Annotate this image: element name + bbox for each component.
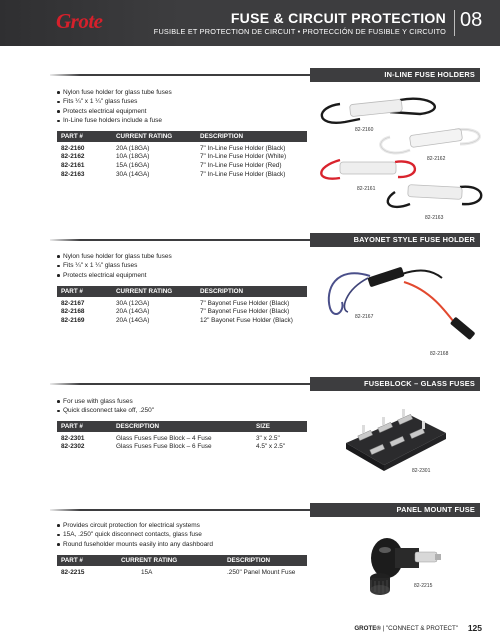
image-label: 82-2215 [414,583,433,589]
part-number: 82-2302 [61,443,85,451]
section-title: BAYONET STYLE FUSE HOLDER [310,233,480,247]
section-bar-panel-mount [50,505,480,515]
column-header: PART # [57,421,112,432]
column-header: PART # [57,131,112,142]
feature-list [57,88,172,126]
table-row [57,443,307,452]
feature-item: For use with glass fuses [57,397,154,406]
rule-fade [50,235,80,245]
table-header [57,286,307,297]
page-footer [0,623,500,635]
part-number: 82-2161 [61,161,85,169]
table-row [57,297,307,308]
table-header [57,131,307,142]
feature-item: 15A, .250" quick disconnect contacts, glass fuse [57,530,213,539]
page-header [0,0,500,46]
footer-brand: GROTE® [354,625,381,632]
image-label: 82-2168 [430,351,449,357]
image-label: 82-2162 [427,156,446,162]
table-row [57,153,307,162]
feature-item: Fits ¼" x 1 ¼" glass fuses [57,97,172,106]
description: 7" Bayonet Fuse Holder (Black) [200,299,290,307]
column-header: CURRENT RATING [112,286,196,297]
current-rating: 20A (14GA) [116,308,150,316]
description: 12" Bayonet Fuse Holder (Black) [200,316,293,324]
section-title: FUSEBLOCK – GLASS FUSES [310,377,480,391]
current-rating: 30A (14GA) [116,170,150,178]
page-number: 125 [467,623,482,633]
spec-table [57,286,307,325]
feature-item: Nylon fuse holder for glass tube fuses [57,88,172,97]
panel-mount-fuse-photo [355,520,455,600]
part-number: 82-2162 [61,153,85,161]
column-header: DESCRIPTION [223,555,307,566]
bayonet-fuse-holder-photo [320,250,480,360]
section-title: PANEL MOUNT FUSE [310,503,480,517]
part-number: 82-2301 [61,434,85,442]
column-header: SIZE [252,421,307,432]
current-rating: 20A (14GA) [116,316,150,324]
fuseblock-photo [340,395,450,475]
description: 7" In-Line Fuse Holder (Black) [200,170,286,178]
brand-logo: Grote [56,9,103,33]
description: 7" In-Line Fuse Holder (White) [200,153,287,161]
rule-fade [50,379,80,389]
table-row [57,142,307,153]
section-bar-fuseblock [50,379,480,389]
feature-item: Protects electrical equipment [57,271,172,280]
size: 3" x 2.5" [256,434,280,442]
feature-list [57,252,172,280]
table-header [57,421,307,432]
section-bar-bayonet [50,235,480,245]
part-number: 82-2169 [61,316,85,324]
part-number: 82-2163 [61,170,85,178]
spec-table [57,131,307,178]
column-header: DESCRIPTION [196,131,307,142]
inline-fuse-holder-photo [310,82,490,222]
spec-table [57,555,307,577]
spec-table [57,421,307,451]
part-number: 82-2167 [61,299,85,307]
description: 7" In-Line Fuse Holder (Red) [200,161,282,169]
column-header: PART # [57,555,117,566]
column-header: DESCRIPTION [112,421,252,432]
table-row [57,432,307,443]
table-row [57,170,307,179]
current-rating: 10A (18GA) [116,153,150,161]
feature-list [57,397,154,416]
footer-tagline: | "CONNECT & PROTECT" [382,625,458,632]
header-divider [454,10,455,36]
table-row [57,316,307,325]
section-number: 08 [460,9,483,31]
description: Glass Fuses Fuse Block – 6 Fuse [116,443,212,451]
footer-brand-line [354,625,458,632]
column-header: PART # [57,286,112,297]
image-label: 82-2301 [412,468,431,474]
page-subtitle: FUSIBLE ET PROTECTION DE CIRCUIT • PROTECCIÓN DE FUSIBLE Y CIRCUITO [153,27,446,36]
size: 4.5" x 2.5" [256,443,286,451]
description: 7" In-Line Fuse Holder (Black) [200,144,286,152]
part-number: 82-2168 [61,308,85,316]
part-number: 82-2160 [61,144,85,152]
image-label: 82-2160 [355,127,374,133]
feature-item: Protects electrical equipment [57,107,172,116]
current-rating: 15A (16GA) [116,161,150,169]
column-header: DESCRIPTION [196,286,307,297]
description: .250" Panel Mount Fuse [227,568,296,576]
table-row [57,566,307,577]
feature-item: Quick disconnect take off, .250" [57,406,154,415]
table-header [57,555,307,566]
table-row [57,161,307,170]
feature-item: Round fuseholder mounts easily into any dashboard [57,540,213,549]
image-label: 82-2167 [355,314,374,320]
current-rating: 15A [141,568,153,576]
feature-item: Nylon fuse holder for glass tube fuses [57,252,172,261]
current-rating: 30A (12GA) [116,299,150,307]
part-number: 82-2215 [61,568,85,576]
rule-fade [50,505,80,515]
rule-fade [50,70,80,80]
column-header: CURRENT RATING [117,555,223,566]
feature-item: In-Line fuse holders include a fuse [57,116,172,125]
table-row [57,308,307,317]
description: 7" Bayonet Fuse Holder (Black) [200,308,290,316]
page-title: FUSE & CIRCUIT PROTECTION [230,10,446,26]
description: Glass Fuses Fuse Block – 4 Fuse [116,434,212,442]
section-bar-inline [50,70,480,80]
image-label: 82-2161 [357,186,376,192]
current-rating: 20A (18GA) [116,144,150,152]
feature-item: Provides circuit protection for electrical systems [57,521,213,530]
section-title: IN-LINE FUSE HOLDERS [310,68,480,82]
feature-item: Fits ¼" x 1 ¼" glass fuses [57,261,172,270]
column-header: CURRENT RATING [112,131,196,142]
feature-list [57,521,213,549]
image-label: 82-2163 [425,215,444,221]
